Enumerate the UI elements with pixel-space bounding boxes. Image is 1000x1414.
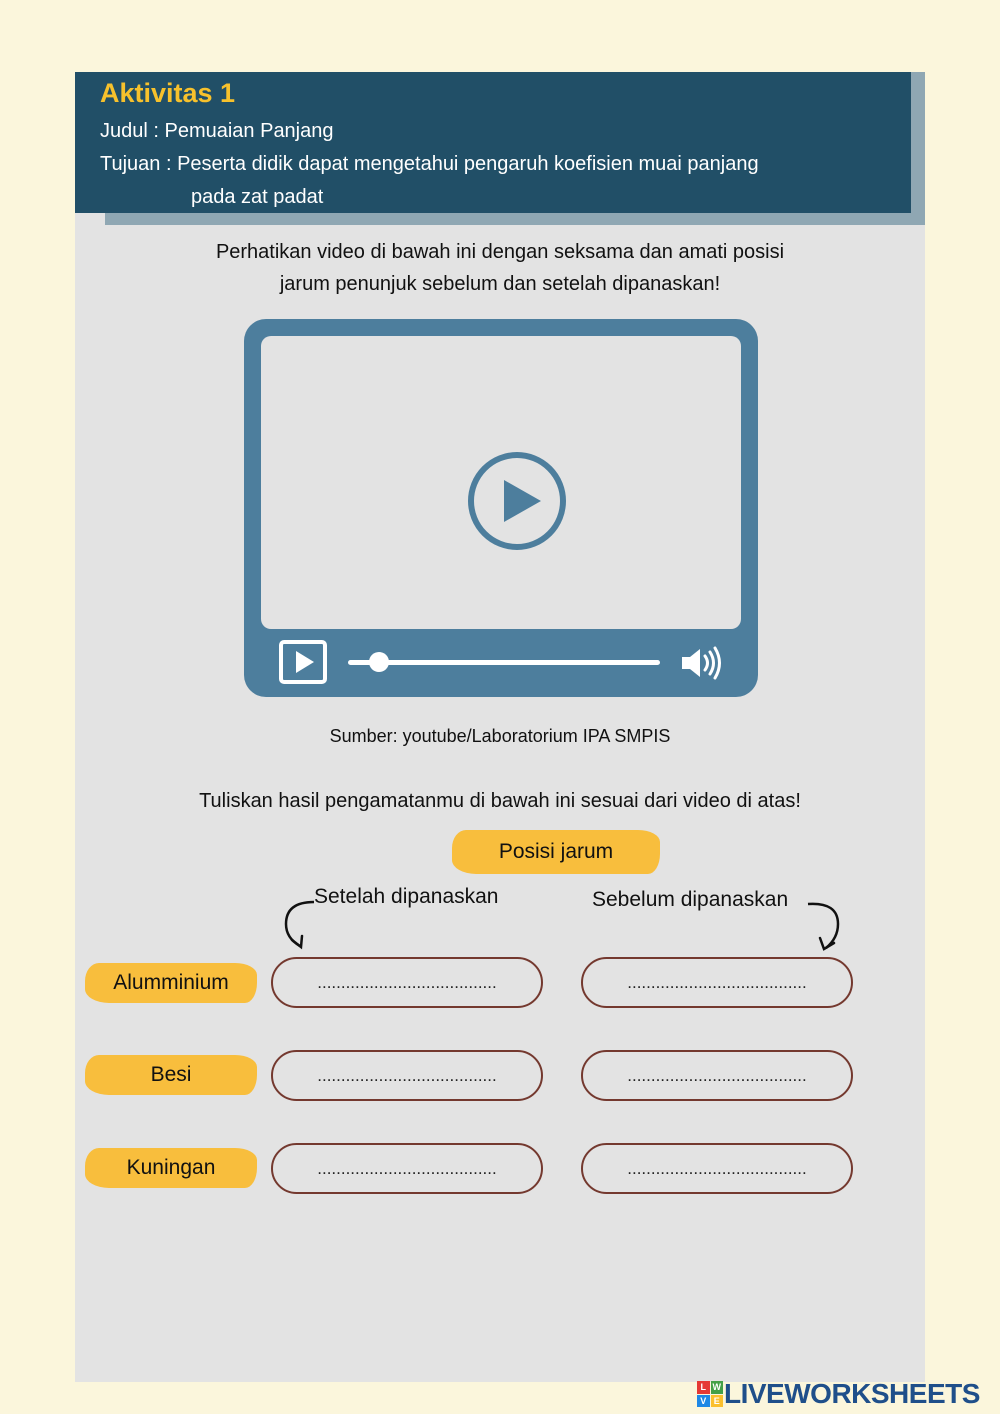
logo-icon-letter: V bbox=[697, 1395, 710, 1408]
liveworksheets-logo[interactable] bbox=[697, 1378, 980, 1410]
logo-icon-letter: E bbox=[711, 1395, 724, 1408]
task-instruction: Tuliskan hasil pengamatanmu di bawah ini sesuai dari video di atas! bbox=[199, 790, 801, 812]
column-after-label: Setelah dipanaskan bbox=[314, 885, 499, 908]
activity-title: Aktivitas 1 bbox=[100, 78, 236, 108]
column-before-label: Sebelum dipanaskan bbox=[592, 888, 789, 911]
answer-field-besi-after[interactable]: ...................................... bbox=[271, 1050, 543, 1101]
liveworksheets-logo-icon bbox=[697, 1381, 723, 1407]
material-label-text: Besi bbox=[150, 1063, 192, 1086]
logo-icon-letter: L bbox=[697, 1381, 710, 1394]
material-label-besi bbox=[85, 1055, 257, 1095]
answer-field-besi-before[interactable]: ...................................... bbox=[581, 1050, 853, 1101]
play-button-icon[interactable] bbox=[278, 639, 328, 685]
material-label-text: Alumminium bbox=[113, 971, 229, 994]
material-label-kuningan bbox=[85, 1148, 257, 1188]
answer-field-kuningan-after[interactable]: ...................................... bbox=[271, 1143, 543, 1194]
video-player[interactable] bbox=[244, 319, 758, 697]
position-label-text: Posisi jarum bbox=[498, 840, 614, 863]
curved-arrow-icon bbox=[804, 898, 844, 956]
play-icon[interactable] bbox=[467, 451, 567, 551]
position-label bbox=[452, 830, 660, 874]
liveworksheets-logo-text: LIVEWORKSHEETS bbox=[724, 1378, 980, 1409]
answer-field-kuningan-before[interactable]: ...................................... bbox=[581, 1143, 853, 1194]
material-label-text: Kuningan bbox=[126, 1156, 216, 1179]
video-screen[interactable] bbox=[261, 336, 741, 629]
seek-bar[interactable] bbox=[348, 660, 660, 665]
seek-thumb[interactable] bbox=[369, 652, 389, 672]
material-label-alumminium bbox=[85, 963, 257, 1003]
activity-header bbox=[75, 72, 911, 213]
video-source: Sumber: youtube/Laboratorium IPA SMPIS bbox=[329, 726, 671, 746]
instruction-line-2: jarum penunjuk sebelum dan setelah dipanaskan! bbox=[279, 273, 721, 295]
activity-judul: Judul : Pemuaian Panjang bbox=[100, 120, 334, 142]
answer-field-alumminium-after[interactable]: ...................................... bbox=[271, 957, 543, 1008]
volume-icon[interactable] bbox=[680, 646, 724, 680]
activity-tujuan-continued: pada zat padat bbox=[191, 186, 324, 208]
instruction-line-1: Perhatikan video di bawah ini dengan seksama dan amati posisi bbox=[215, 241, 785, 263]
answer-field-alumminium-before[interactable]: ...................................... bbox=[581, 957, 853, 1008]
curved-arrow-icon bbox=[280, 896, 320, 954]
activity-tujuan: Tujuan : Peserta didik dapat mengetahui pengaruh koefisien muai panjang bbox=[100, 153, 759, 175]
logo-icon-letter: W bbox=[712, 1382, 721, 1393]
